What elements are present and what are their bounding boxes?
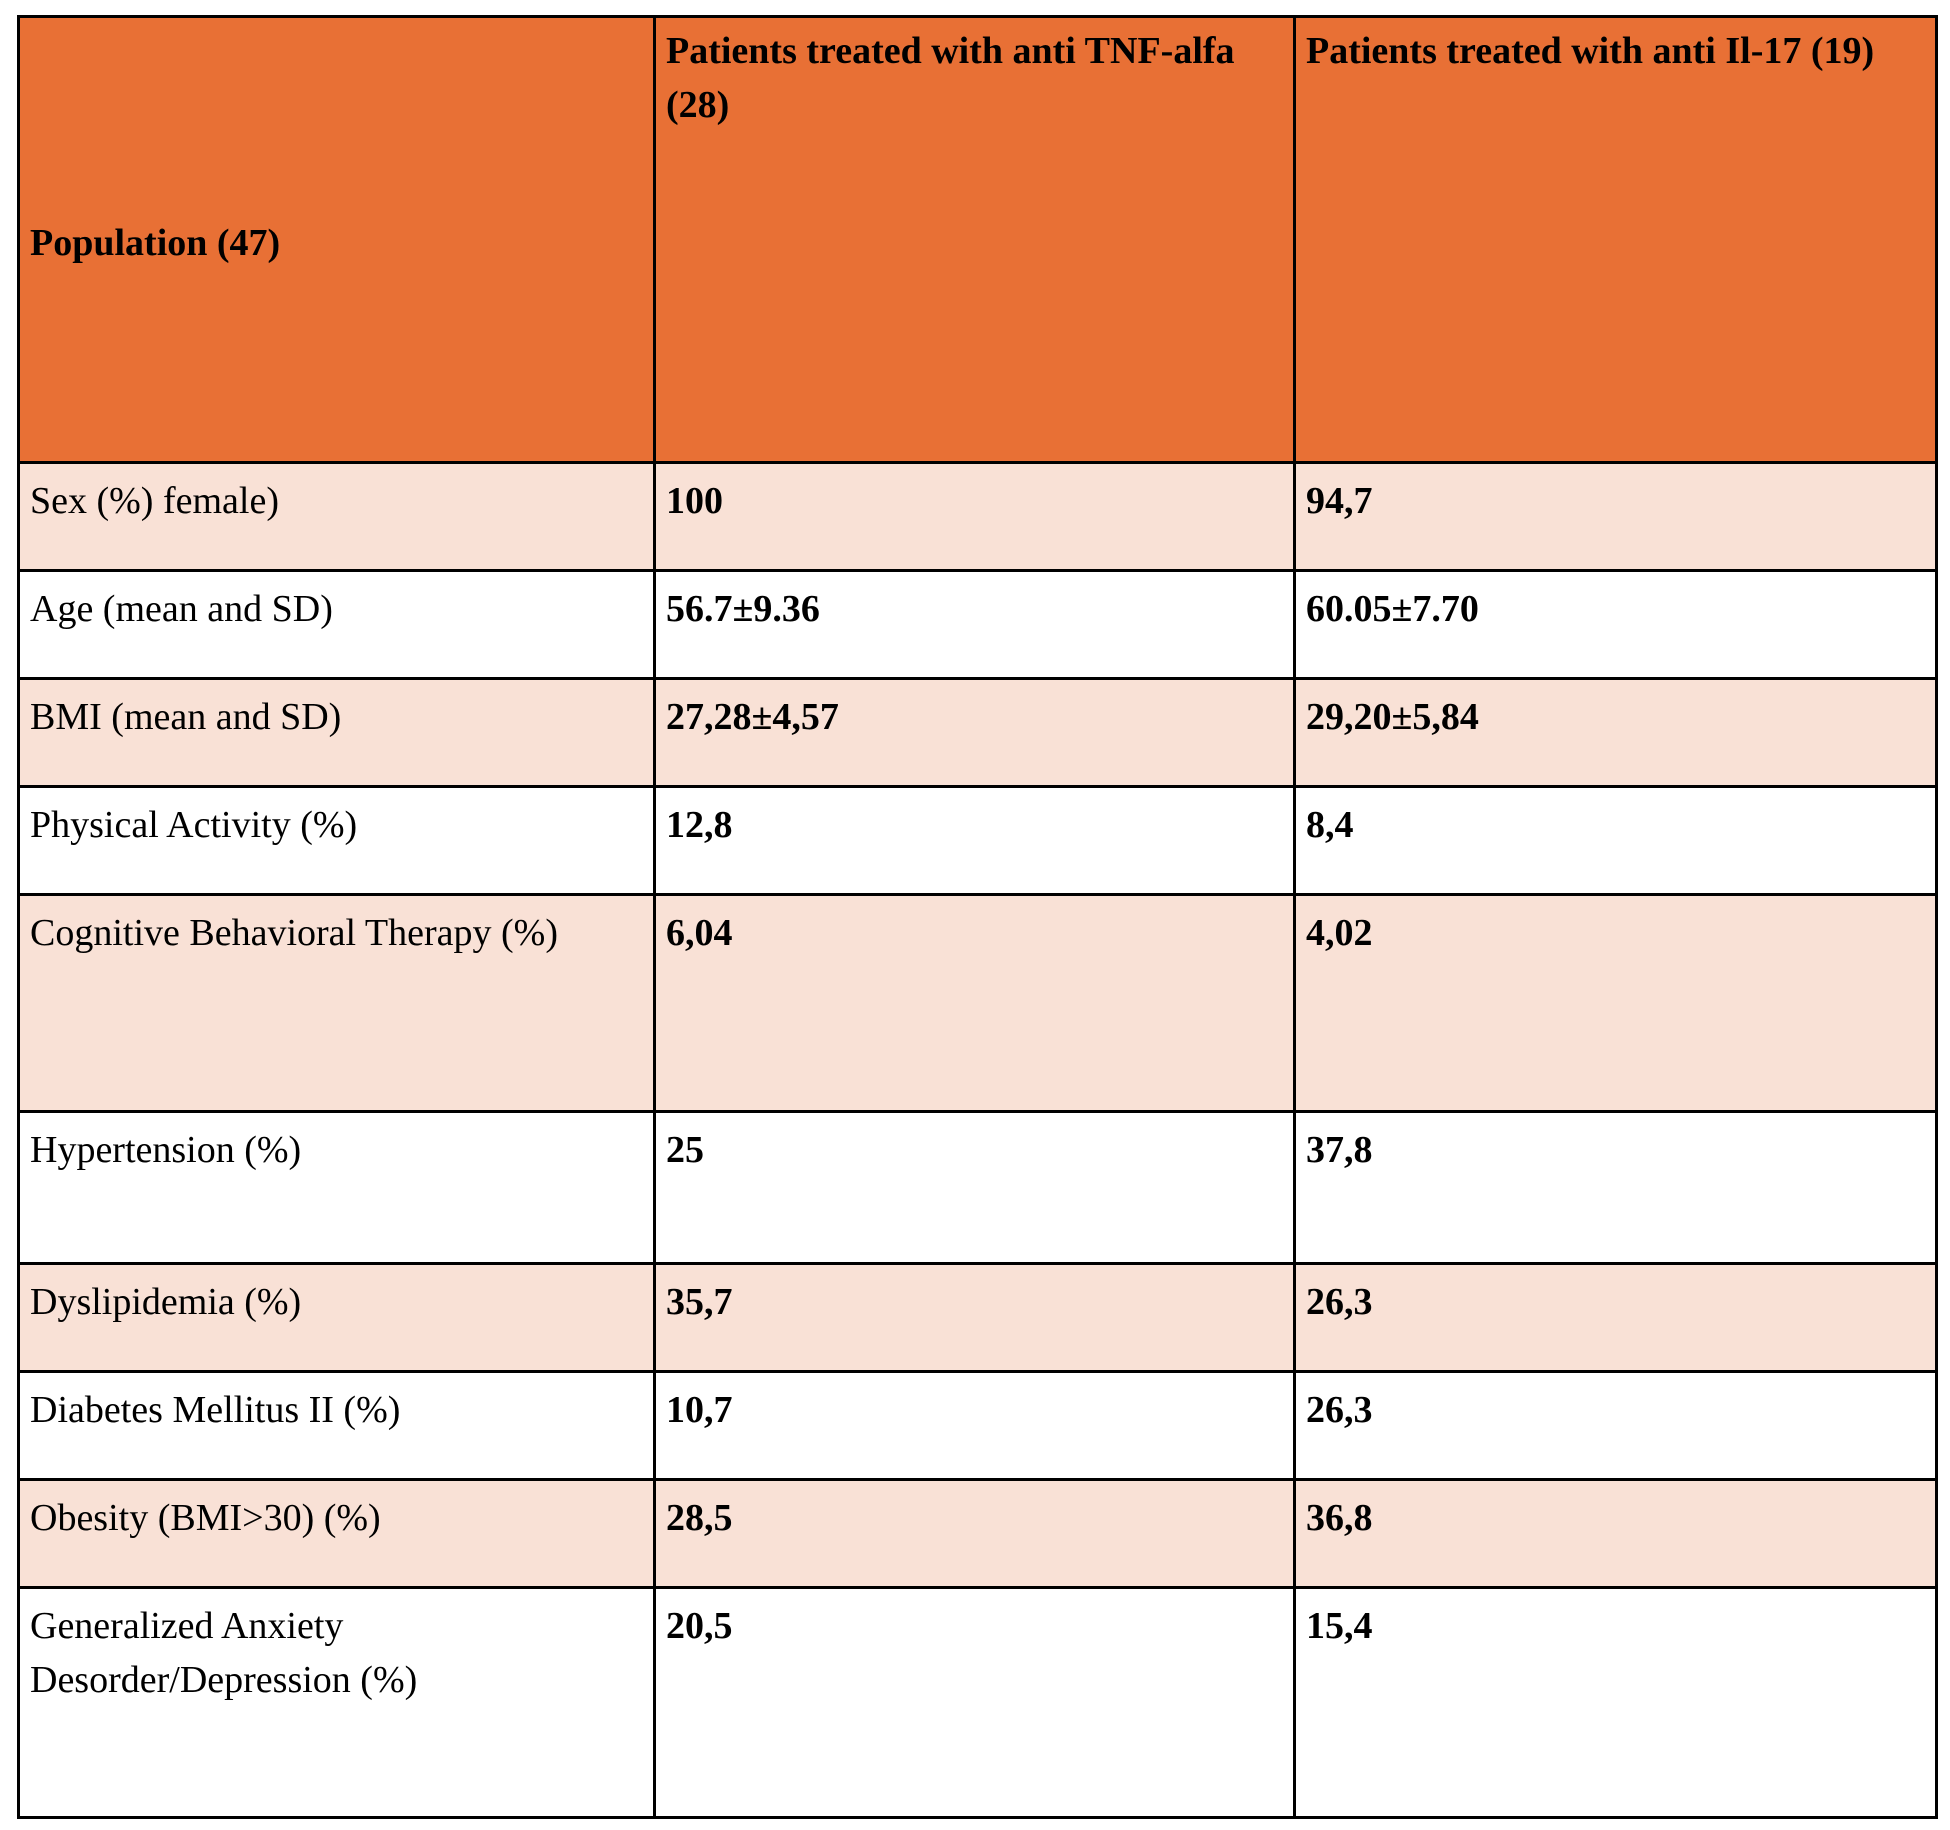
- anti-il17-value: 94,7: [1295, 463, 1937, 571]
- anti-tnf-value: 6,04: [655, 895, 1295, 1112]
- anti-tnf-value: 28,5: [655, 1480, 1295, 1588]
- row-label: Generalized Anxiety Desorder/Depression (%): [19, 1588, 655, 1818]
- anti-il17-value: 26,3: [1295, 1372, 1937, 1480]
- anti-tnf-value: 10,7: [655, 1372, 1295, 1480]
- table-row: [19, 787, 1937, 895]
- table-row: [19, 571, 1937, 679]
- anti-il17-value: 36,8: [1295, 1480, 1937, 1588]
- header-anti-tnf: Patients treated with anti TNF-alfa (28): [655, 17, 1295, 463]
- row-label: Hypertension (%): [19, 1112, 655, 1264]
- table-row: [19, 463, 1937, 571]
- demographics-table: [17, 15, 1938, 1819]
- anti-il17-value: 29,20±5,84: [1295, 679, 1937, 787]
- anti-tnf-value: 20,5: [655, 1588, 1295, 1818]
- anti-il17-value: 26,3: [1295, 1264, 1937, 1372]
- row-label: Cognitive Behavioral Therapy (%): [19, 895, 655, 1112]
- anti-tnf-value: 27,28±4,57: [655, 679, 1295, 787]
- anti-tnf-value: 56.7±9.36: [655, 571, 1295, 679]
- table-row: [19, 1480, 1937, 1588]
- header-anti-il17: Patients treated with anti Il-17 (19): [1295, 17, 1937, 463]
- table-row: [19, 1264, 1937, 1372]
- table-row: [19, 1588, 1937, 1818]
- table-row: [19, 895, 1937, 1112]
- row-label: Sex (%) female): [19, 463, 655, 571]
- row-label: BMI (mean and SD): [19, 679, 655, 787]
- anti-tnf-value: 12,8: [655, 787, 1295, 895]
- anti-il17-value: 37,8: [1295, 1112, 1937, 1264]
- table-row: [19, 1112, 1937, 1264]
- row-label: Diabetes Mellitus II (%): [19, 1372, 655, 1480]
- anti-il17-value: 60.05±7.70: [1295, 571, 1937, 679]
- anti-tnf-value: 25: [655, 1112, 1295, 1264]
- anti-tnf-value: 35,7: [655, 1264, 1295, 1372]
- anti-il17-value: 8,4: [1295, 787, 1937, 895]
- row-label: Physical Activity (%): [19, 787, 655, 895]
- row-label: Obesity (BMI>30) (%): [19, 1480, 655, 1588]
- anti-tnf-value: 100: [655, 463, 1295, 571]
- anti-il17-value: 15,4: [1295, 1588, 1937, 1818]
- table-row: [19, 679, 1937, 787]
- table-header-row: [19, 17, 1937, 463]
- anti-il17-value: 4,02: [1295, 895, 1937, 1112]
- row-label: Age (mean and SD): [19, 571, 655, 679]
- table-row: [19, 1372, 1937, 1480]
- row-label: Dyslipidemia (%): [19, 1264, 655, 1372]
- header-population: Population (47): [19, 17, 655, 463]
